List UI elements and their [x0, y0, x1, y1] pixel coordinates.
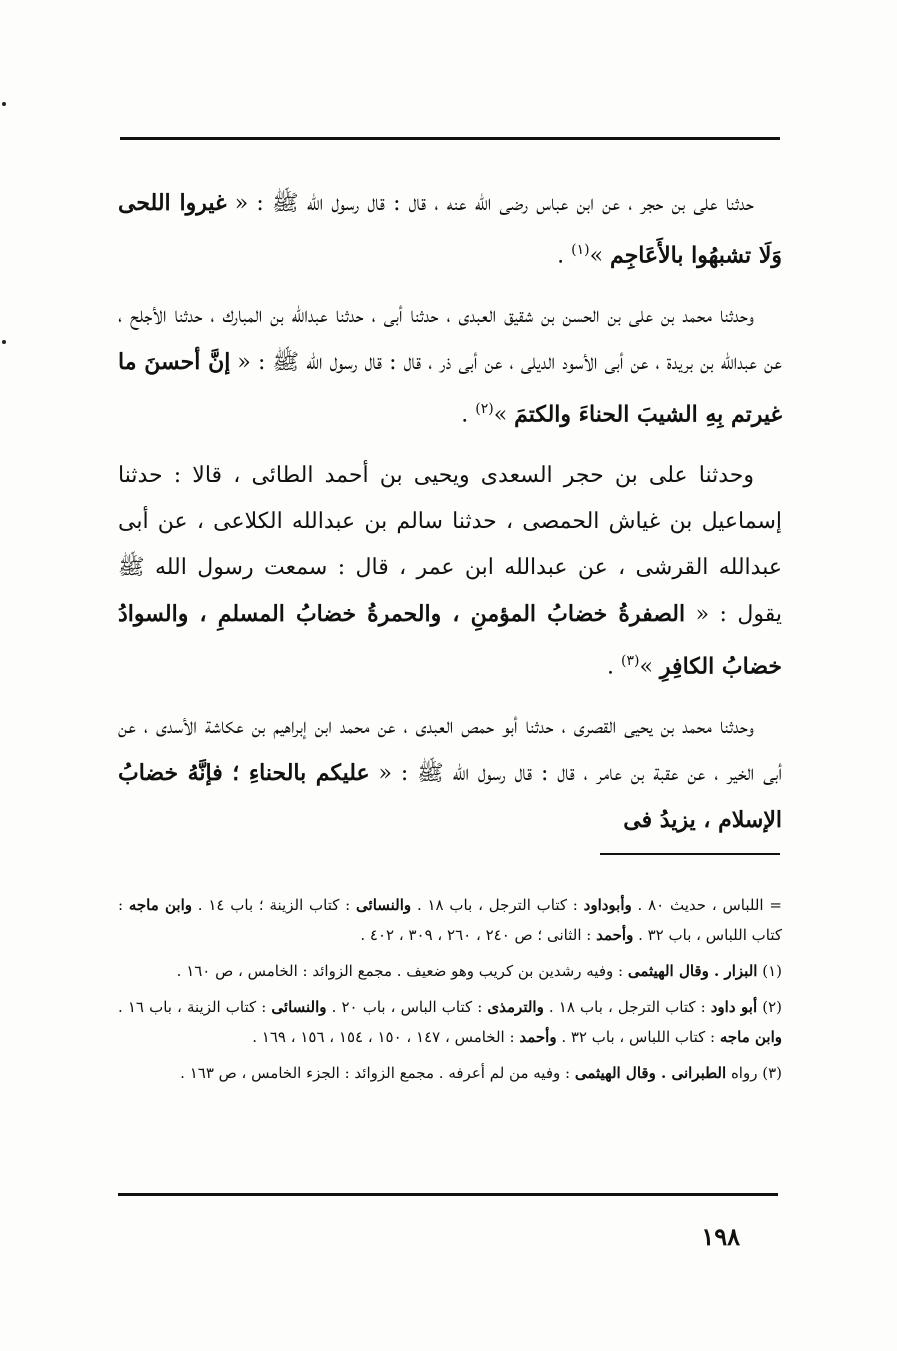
paragraph-indent: [754, 303, 782, 328]
footnote: [118, 992, 782, 1052]
footnote-marker: (٣): [621, 652, 640, 669]
text-run: : الخامس ، ١٤٧ ، ١٥٠ ، ١٥٤ ، ١٥٦ ، ١٦٩ .: [252, 1028, 520, 1046]
paragraph: [118, 293, 782, 438]
paragraph: [118, 453, 782, 690]
text-run: : كتاب الباس ، باب ٢٠ .: [326, 998, 488, 1016]
bold-text-run: والنسائى: [356, 896, 412, 914]
bold-text-run: أبو داود: [710, 998, 758, 1016]
bold-text-run: عليكم بالحناءِ ؛ فإنَّهُ خضابُ الإسلام ، يزيدُ فى: [118, 759, 782, 833]
text-run: وحدثنا محمد بن على بن الحسن بن شقيق العبدى ، حدثنا أبى ، حدثنا عبدالله بن المبارك ، حدثنا الأجلح ، عن عبدالله بن بريدة ، عن أبى الأسود الديلى ، عن أبى ذر ، قال : قال رسول الله ﷺ : «: [118, 303, 782, 376]
bold-text-run: وأحمد: [596, 926, 634, 944]
text-run: : وفيه من لم أعرفه . مجمع الزوائد : الجزء الخامس ، ص ١٦٣ .: [180, 1064, 575, 1082]
footer-rule: [118, 1193, 778, 1196]
page-number: ١٩٨: [701, 1222, 740, 1251]
footnote-marker: (٢): [475, 401, 494, 418]
bold-text-run: الطبرانى . وقال الهيثمى: [574, 1064, 727, 1082]
footnote: [118, 890, 782, 950]
bold-text-run: وأحمد: [519, 1028, 557, 1046]
text-run: : وفيه رشدين بن كريب وهو ضعيف . مجمع الزوائد : الخامس ، ص ١٦٠ .: [176, 962, 628, 980]
text-run: .: [607, 653, 621, 679]
scan-speck: [2, 340, 6, 344]
paragraph: [118, 180, 782, 279]
bold-text-run: البزار . وقال الهيثمى: [627, 962, 758, 980]
text-run: : كتاب الزينة ، باب ١٦ .: [118, 998, 272, 1016]
bold-text-run: الصفرةُ خضابُ المؤمنِ ، والحمرةُ خضابُ المسلمِ ، والسوادُ خضابُ الكافِرِ: [118, 600, 782, 679]
bold-text-run: وأبوداود: [583, 896, 632, 914]
footnote: [118, 956, 782, 986]
paragraph: [118, 704, 782, 844]
bold-text-run: والنسائى: [271, 998, 327, 1016]
bold-text-run: غيروا اللحى وَلَا تشبهُوا بالأَعَاجِم: [118, 190, 782, 269]
footnote-marker: (١): [571, 242, 590, 258]
text-run: حدثنا على بن حجر ، عن ابن عباس رضى الله عنه ، قال : قال رسول الله ﷺ : «: [226, 191, 754, 216]
paragraph-indent: [754, 191, 782, 216]
paragraph-indent: [754, 463, 782, 488]
main-text: [118, 180, 782, 858]
text-run: »: [639, 653, 660, 679]
text-run: : كتاب اللباس ، باب ٣٢ .: [118, 896, 782, 944]
text-run: »: [493, 402, 515, 428]
text-run: وحدثنا محمد بن يحيى القصرى ، حدثنا أبو حمص العبدى ، عن محمد ابن إبراهيم بن عكاشة الأسدى ، عن أبى الخير ، عن عقبة بن عامر ، قال : قال رسول الله ﷺ : «: [118, 713, 782, 786]
bold-text-run: وابن ماجه: [719, 1028, 782, 1046]
text-run: »: [589, 243, 611, 269]
text-run: (٣) رواه: [726, 1064, 782, 1082]
bold-text-run: وابن ماجه: [128, 896, 193, 914]
scan-speck: [2, 102, 6, 106]
paragraph-indent: [754, 714, 782, 739]
text-run: : كتاب اللباس ، باب ٣٢ .: [556, 1028, 720, 1046]
text-run: : كتاب الترجل ، باب ١٨ .: [543, 998, 711, 1016]
text-run: .: [557, 243, 572, 269]
bold-text-run: والترمذى: [487, 998, 544, 1016]
text-run: = اللباس ، حديث ٨٠ .: [631, 896, 782, 914]
text-run: : الثانى ؛ ص ٢٤٠ ، ٢٦٠ ، ٣٠٩ ، ٤٠٢ .: [360, 926, 597, 944]
text-run: (٢): [757, 998, 783, 1016]
bold-text-run: إنَّ أحسنَ ما غيرتم بِهِ الشيبَ الحناءَ والكتمَ: [118, 349, 782, 428]
footnote: [118, 1058, 782, 1088]
text-run: (١): [757, 962, 782, 980]
text-run: : كتاب الزينة ؛ باب ١٤ .: [192, 896, 357, 914]
text-run: وحدثنا على بن حجر السعدى ويحيى بن أحمد الطائى ، قالا : حدثنا إسماعيل بن غياش الحمصى ، حدثنا سالم بن عبدالله الكلاعى ، عن أبى عبدالله القرشى ، عن عبدالله ابن عمر ، قال : سمعت رسول الله ﷺ يقول : «: [118, 462, 782, 627]
text-run: .: [461, 402, 476, 428]
header-rule: [120, 137, 780, 140]
text-run: : كتاب الترجل ، باب ١٨ .: [411, 896, 584, 914]
footnote-separator: [600, 853, 780, 855]
footnotes: [118, 890, 782, 1094]
